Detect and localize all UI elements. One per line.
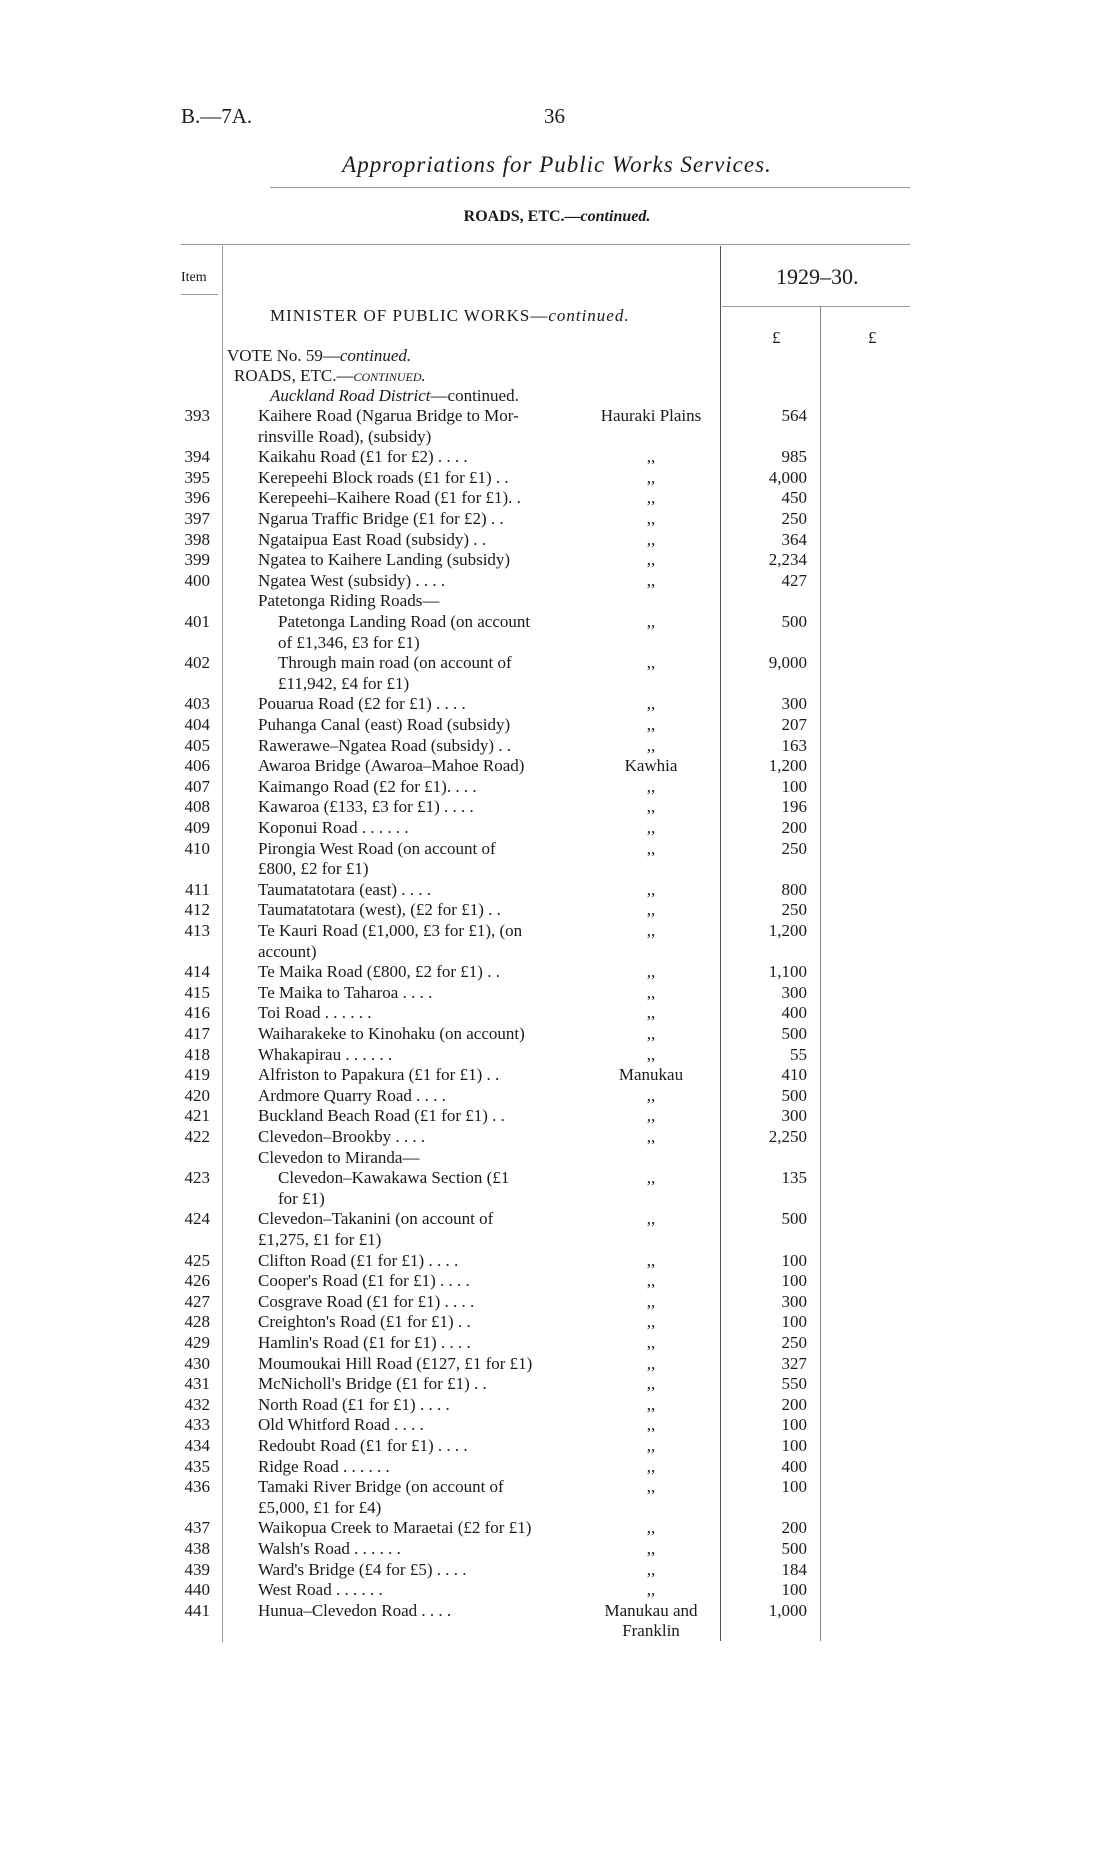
amount: 500 xyxy=(781,1209,807,1229)
item-description: Ngarua Traffic Bridge (£1 for £2) . . xyxy=(258,509,504,528)
road-district: ,, xyxy=(646,1024,656,1043)
item-number: 416 xyxy=(184,1003,210,1023)
amount: 250 xyxy=(781,900,807,920)
item-number: 428 xyxy=(184,1312,210,1332)
amount: 100 xyxy=(781,1477,807,1497)
table-row xyxy=(0,715,1114,735)
table-row xyxy=(0,1333,1114,1353)
amount: 327 xyxy=(781,1353,807,1373)
amount: 250 xyxy=(781,509,807,528)
amount: 184 xyxy=(781,1559,807,1579)
road-district: ,, xyxy=(646,653,656,673)
item-number: 421 xyxy=(184,1106,210,1126)
amount: 100 xyxy=(781,1271,807,1291)
vote-heading-text: VOTE No. 59— xyxy=(227,346,340,365)
amount: 400 xyxy=(781,1456,807,1476)
table-row xyxy=(0,1292,1114,1312)
road-district: Manukau xyxy=(618,1065,684,1085)
item-description: Kaikahu Road (£1 for £2) . . . . xyxy=(258,447,468,467)
road-district: ,, xyxy=(646,1209,656,1229)
item-number: 394 xyxy=(184,447,210,467)
item-description: Clifton Road (£1 for £1) . . . . xyxy=(258,1250,459,1270)
item-description: Clevedon–Kawakawa Section (£1 xyxy=(278,1168,510,1188)
table-row xyxy=(0,900,1114,920)
table-row xyxy=(0,550,1114,570)
road-district: ,, xyxy=(646,1477,656,1497)
item-description: Walsh's Road . . . . . . xyxy=(258,1539,401,1558)
table-row xyxy=(0,942,1114,962)
item-number: 429 xyxy=(184,1333,210,1352)
item-description: Koponui Road . . . . . . xyxy=(258,818,409,837)
item-number: 417 xyxy=(184,1024,210,1043)
item-number: 427 xyxy=(184,1291,210,1311)
table-row xyxy=(0,653,1114,673)
amount: 250 xyxy=(781,1333,807,1352)
item-description: Through main road (on account of xyxy=(278,653,512,673)
table-row xyxy=(0,962,1114,982)
road-district: ,, xyxy=(646,570,656,590)
road-district: ,, xyxy=(646,838,656,858)
table-row xyxy=(0,612,1114,632)
table-row xyxy=(0,736,1114,756)
table-row xyxy=(0,1024,1114,1044)
item-description: Clevedon to Miranda— xyxy=(258,1147,420,1167)
amount: 196 xyxy=(781,797,807,817)
district-heading-text: Auckland Road District xyxy=(270,386,431,405)
amount: 300 xyxy=(781,1106,807,1126)
item-number: 413 xyxy=(184,921,210,940)
table-row xyxy=(0,839,1114,859)
table-row xyxy=(0,1312,1114,1332)
item-number: 404 xyxy=(184,715,210,734)
item-description: Cosgrave Road (£1 for £1) . . . . xyxy=(258,1291,475,1311)
road-district: ,, xyxy=(646,1559,656,1579)
item-description: Clevedon–Takanini (on account of xyxy=(258,1209,494,1229)
item-description: Kaihere Road (Ngarua Bridge to Mor- xyxy=(258,406,519,425)
table-row xyxy=(0,633,1114,653)
amount: 427 xyxy=(781,570,807,590)
item-description: £11,942, £4 for £1) xyxy=(278,673,410,693)
road-district: ,, xyxy=(646,1333,656,1352)
amount: 200 xyxy=(781,1518,807,1538)
item-description: Whakapirau . . . . . . xyxy=(258,1044,393,1064)
table-row xyxy=(0,1148,1114,1168)
item-number: 430 xyxy=(184,1353,210,1373)
section-subtitle xyxy=(0,208,1114,226)
amount: 163 xyxy=(781,735,807,755)
table-row xyxy=(0,983,1114,1003)
item-number: 400 xyxy=(184,570,210,590)
item-number: 408 xyxy=(184,797,210,817)
item-underline xyxy=(181,294,218,295)
item-description: North Road (£1 for £1) . . . . xyxy=(258,1394,450,1414)
item-description: Old Whitford Road . . . . xyxy=(258,1415,424,1435)
item-description: Creighton's Road (£1 for £1) . . xyxy=(258,1312,471,1332)
item-number: 414 xyxy=(184,962,210,982)
item-number: 405 xyxy=(184,735,210,755)
item-number: 403 xyxy=(184,694,210,714)
road-district: ,, xyxy=(646,1168,656,1188)
item-number: 438 xyxy=(184,1539,210,1558)
currency-symbol-1: £ xyxy=(772,328,781,347)
road-district: ,, xyxy=(646,921,656,940)
item-description: Toi Road . . . . . . xyxy=(258,1003,372,1023)
item-description: Kawaroa (£133, £3 for £1) . . . . xyxy=(258,797,474,817)
item-number: 441 xyxy=(184,1600,210,1620)
roads-heading xyxy=(234,366,426,386)
item-number: 433 xyxy=(184,1415,210,1435)
amount: 100 xyxy=(781,1436,807,1455)
item-number: 434 xyxy=(184,1436,210,1455)
currency-symbol-2: £ xyxy=(868,328,877,347)
amount: 207 xyxy=(781,715,807,734)
amount: 500 xyxy=(781,1539,807,1558)
page-reference: B.—7A. xyxy=(181,104,253,128)
item-number: 415 xyxy=(184,982,210,1002)
subtitle-main: ROADS, ETC.— xyxy=(463,208,581,225)
amount: 2,234 xyxy=(768,550,807,570)
item-number: 412 xyxy=(184,900,210,920)
item-number: 399 xyxy=(184,550,210,570)
item-number: 437 xyxy=(184,1518,210,1538)
road-district: Kawhia xyxy=(624,756,678,776)
table-row xyxy=(0,1086,1114,1106)
amount: 500 xyxy=(781,612,807,631)
item-description: Pirongia West Road (on account of xyxy=(258,838,496,858)
item-description: Ngataipua East Road (subsidy) . . xyxy=(258,529,487,549)
road-district: ,, xyxy=(646,1312,656,1332)
table-row xyxy=(0,880,1114,900)
item-description: McNicholl's Bridge (£1 for £1) . . xyxy=(258,1374,487,1394)
amount: 450 xyxy=(781,488,807,508)
item-description: Hamlin's Road (£1 for £1) . . . . xyxy=(258,1333,471,1352)
item-description: Taumatatotara (east) . . . . xyxy=(258,879,431,899)
item-number: 395 xyxy=(184,467,210,487)
amount: 300 xyxy=(781,1291,807,1311)
item-description: of £1,346, £3 for £1) xyxy=(278,632,420,652)
table-row xyxy=(0,1436,1114,1456)
road-district: ,, xyxy=(646,1539,656,1558)
road-district: ,, xyxy=(646,776,656,796)
table-row xyxy=(0,1045,1114,1065)
road-district: ,, xyxy=(646,550,656,570)
table-row xyxy=(0,509,1114,529)
item-number: 397 xyxy=(184,509,210,528)
road-district: ,, xyxy=(646,879,656,899)
table-row xyxy=(0,1065,1114,1085)
road-district: ,, xyxy=(646,900,656,920)
table-row xyxy=(0,591,1114,611)
item-number: 425 xyxy=(184,1250,210,1270)
item-description: Awaroa Bridge (Awaroa–Mahoe Road) xyxy=(258,756,525,776)
item-description: Clevedon–Brookby . . . . xyxy=(258,1127,426,1146)
item-number: 439 xyxy=(184,1559,210,1579)
table-row xyxy=(0,488,1114,508)
amount: 1,000 xyxy=(768,1600,807,1620)
road-district: ,, xyxy=(646,529,656,549)
item-description: Buckland Beach Road (£1 for £1) . . xyxy=(258,1106,505,1126)
road-district: ,, xyxy=(646,1127,656,1146)
road-district: ,, xyxy=(646,509,656,528)
item-description: Kaimango Road (£2 for £1). . . . xyxy=(258,776,477,796)
amount: 200 xyxy=(781,1394,807,1414)
road-district: ,, xyxy=(646,488,656,508)
table-row xyxy=(0,1539,1114,1559)
amount: 1,100 xyxy=(768,962,807,982)
table-row xyxy=(0,1189,1114,1209)
item-description: Te Kauri Road (£1,000, £3 for £1), (on xyxy=(258,921,523,940)
road-district: ,, xyxy=(646,447,656,467)
item-description: Waiharakeke to Kinohaku (on account) xyxy=(258,1024,525,1043)
amount: 300 xyxy=(781,694,807,714)
table-row xyxy=(0,1374,1114,1394)
table-row xyxy=(0,797,1114,817)
table-row xyxy=(0,406,1114,426)
item-number: 424 xyxy=(184,1209,210,1229)
table-row xyxy=(0,1498,1114,1518)
amount: 564 xyxy=(781,406,807,425)
amount: 100 xyxy=(781,1250,807,1270)
item-number: 422 xyxy=(184,1127,210,1146)
item-description: Redoubt Road (£1 for £1) . . . . xyxy=(258,1436,468,1455)
table-row xyxy=(0,1415,1114,1435)
table-row xyxy=(0,571,1114,591)
road-district: ,, xyxy=(646,467,656,487)
amount: 55 xyxy=(790,1044,807,1064)
minister-heading xyxy=(270,306,630,326)
amount: 4,000 xyxy=(768,467,807,487)
title-rule xyxy=(270,187,910,188)
table-top-rule xyxy=(181,244,910,245)
table-row xyxy=(0,674,1114,694)
table-row xyxy=(0,447,1114,467)
amount: 550 xyxy=(781,1374,807,1394)
road-district: ,, xyxy=(646,1003,656,1023)
item-description: Moumoukai Hill Road (£127, £1 for £1) xyxy=(258,1353,533,1373)
road-district: ,, xyxy=(646,694,656,714)
item-number: 407 xyxy=(184,776,210,796)
district-heading-cont: —continued. xyxy=(430,386,519,405)
item-description: Patetonga Landing Road (on account xyxy=(278,612,531,631)
item-description: Te Maika Road (£800, £2 for £1) . . xyxy=(258,962,500,982)
road-district: ,, xyxy=(646,962,656,982)
roads-heading-text: ROADS, ETC.— xyxy=(234,366,354,385)
item-description: Patetonga Riding Roads— xyxy=(258,591,440,611)
table-row xyxy=(0,1477,1114,1497)
item-number: 410 xyxy=(184,838,210,858)
year-column-header: 1929–30. xyxy=(776,264,859,289)
amount: 1,200 xyxy=(768,921,807,940)
item-description: account) xyxy=(258,941,317,961)
road-district: ,, xyxy=(646,1374,656,1394)
page-number: 36 xyxy=(544,104,565,128)
amount: 9,000 xyxy=(768,653,807,673)
table-row xyxy=(0,468,1114,488)
road-district: ,, xyxy=(646,1580,656,1600)
road-district: ,, xyxy=(646,797,656,817)
item-description: Kerepeehi–Kaihere Road (£1 for £1). . xyxy=(258,488,521,508)
table-row xyxy=(0,1518,1114,1538)
item-number: 435 xyxy=(184,1456,210,1476)
item-number: 423 xyxy=(184,1168,210,1188)
road-district: ,, xyxy=(646,715,656,734)
road-district: ,, xyxy=(646,1353,656,1373)
table-row xyxy=(0,530,1114,550)
table-row xyxy=(0,1621,1114,1641)
amount: 500 xyxy=(781,1024,807,1043)
item-number: 440 xyxy=(184,1580,210,1600)
vote-heading xyxy=(227,346,411,366)
table-row xyxy=(0,1127,1114,1147)
table-row xyxy=(0,1106,1114,1126)
item-description: £5,000, £1 for £4) xyxy=(258,1497,382,1517)
item-description: Tamaki River Bridge (on account of xyxy=(258,1477,504,1497)
road-district: ,, xyxy=(646,1436,656,1455)
minister-heading-cont: continued. xyxy=(548,306,630,325)
item-description: Ngatea to Kaihere Landing (subsidy) xyxy=(258,550,511,570)
road-district: Manukau and xyxy=(604,1600,698,1620)
table-row xyxy=(0,1601,1114,1621)
item-description: Cooper's Road (£1 for £1) . . . . xyxy=(258,1271,470,1291)
item-number: 396 xyxy=(184,488,210,508)
item-description: West Road . . . . . . xyxy=(258,1580,383,1600)
road-district: ,, xyxy=(646,1044,656,1064)
amount: 410 xyxy=(781,1065,807,1085)
road-district: ,, xyxy=(646,1106,656,1126)
item-description: Taumatatotara (west), (£2 for £1) . . xyxy=(258,900,501,920)
amount: 2,250 xyxy=(768,1127,807,1146)
table-row xyxy=(0,694,1114,714)
item-number: 402 xyxy=(184,653,210,673)
road-district: ,, xyxy=(646,1415,656,1435)
amount: 100 xyxy=(781,1312,807,1332)
amount: 300 xyxy=(781,982,807,1002)
road-district: ,, xyxy=(646,1456,656,1476)
road-district: ,, xyxy=(646,1394,656,1414)
item-number: 432 xyxy=(184,1394,210,1414)
amount: 364 xyxy=(781,529,807,549)
road-district: ,, xyxy=(646,1271,656,1291)
minister-heading-text: MINISTER OF PUBLIC WORKS— xyxy=(270,306,549,325)
item-description: Ngatea West (subsidy) . . . . xyxy=(258,570,446,590)
item-column-header: Item xyxy=(181,270,207,285)
item-description: Te Maika to Taharoa . . . . xyxy=(258,982,433,1002)
item-number: 420 xyxy=(184,1085,210,1105)
road-district: ,, xyxy=(646,818,656,837)
item-number: 419 xyxy=(184,1065,210,1085)
table-row xyxy=(0,1209,1114,1229)
item-number: 418 xyxy=(184,1044,210,1064)
item-number: 398 xyxy=(184,529,210,549)
table-row xyxy=(0,1271,1114,1291)
table-row xyxy=(0,1354,1114,1374)
amount: 985 xyxy=(781,447,807,467)
amount: 1,200 xyxy=(768,756,807,776)
table-row xyxy=(0,1168,1114,1188)
road-district: ,, xyxy=(646,1291,656,1311)
page-title: Appropriations for Public Works Services. xyxy=(342,152,772,177)
amount: 800 xyxy=(781,879,807,899)
table-row xyxy=(0,1560,1114,1580)
subtitle-continued: continued. xyxy=(580,208,651,225)
item-number: 426 xyxy=(184,1271,210,1291)
road-district: ,, xyxy=(646,1518,656,1538)
item-description: Alfriston to Papakura (£1 for £1) . . xyxy=(258,1065,500,1085)
vote-heading-cont: continued. xyxy=(339,346,412,365)
amount: 200 xyxy=(781,818,807,837)
item-description: for £1) xyxy=(278,1188,325,1208)
roads-heading-cont: continued. xyxy=(353,366,426,385)
table-row xyxy=(0,1457,1114,1477)
table-row xyxy=(0,1251,1114,1271)
table-row xyxy=(0,921,1114,941)
amount: 100 xyxy=(781,1580,807,1600)
table-row xyxy=(0,818,1114,838)
item-description: Ridge Road . . . . . . xyxy=(258,1456,390,1476)
item-description: Kerepeehi Block roads (£1 for £1) . . xyxy=(258,467,509,487)
road-district: ,, xyxy=(646,1250,656,1270)
amount: 250 xyxy=(781,838,807,858)
item-description: £800, £2 for £1) xyxy=(258,859,369,879)
amount: 135 xyxy=(781,1168,807,1188)
item-number: 431 xyxy=(184,1374,210,1394)
table-row xyxy=(0,1230,1114,1250)
table-row xyxy=(0,1580,1114,1600)
table-row xyxy=(0,777,1114,797)
item-number: 436 xyxy=(184,1477,210,1497)
table-row xyxy=(0,1003,1114,1023)
item-description: Waikopua Creek to Maraetai (£2 for £1) xyxy=(258,1518,532,1538)
item-description: Ardmore Quarry Road . . . . xyxy=(258,1085,446,1105)
road-district: ,, xyxy=(646,735,656,755)
table-row xyxy=(0,756,1114,776)
table-row xyxy=(0,427,1114,447)
amount: 100 xyxy=(781,1415,807,1435)
amount: 500 xyxy=(781,1085,807,1105)
item-description: £1,275, £1 for £1) xyxy=(258,1230,382,1249)
item-number: 411 xyxy=(185,879,210,899)
road-district: ,, xyxy=(646,612,656,631)
item-number: 393 xyxy=(184,406,210,425)
item-description: Puhanga Canal (east) Road (subsidy) xyxy=(258,715,511,734)
district-heading xyxy=(270,386,519,406)
item-number: 401 xyxy=(184,612,210,631)
item-description: Hunua–Clevedon Road . . . . xyxy=(258,1600,452,1620)
table-row xyxy=(0,1395,1114,1415)
item-description: Rawerawe–Ngatea Road (subsidy) . . xyxy=(258,735,512,755)
year-underline xyxy=(722,306,910,307)
amount: 400 xyxy=(781,1003,807,1023)
road-district: ,, xyxy=(646,982,656,1002)
item-description: Pouarua Road (£2 for £1) . . . . xyxy=(258,694,466,714)
item-description: Ward's Bridge (£4 for £5) . . . . xyxy=(258,1559,467,1579)
road-district: Franklin xyxy=(622,1621,680,1641)
item-number: 406 xyxy=(184,756,210,776)
amount: 100 xyxy=(781,776,807,796)
item-description: rinsville Road), (subsidy) xyxy=(258,426,432,446)
table-row xyxy=(0,859,1114,879)
road-district: Hauraki Plains xyxy=(600,406,702,425)
item-number: 409 xyxy=(184,818,210,837)
road-district: ,, xyxy=(646,1085,656,1105)
